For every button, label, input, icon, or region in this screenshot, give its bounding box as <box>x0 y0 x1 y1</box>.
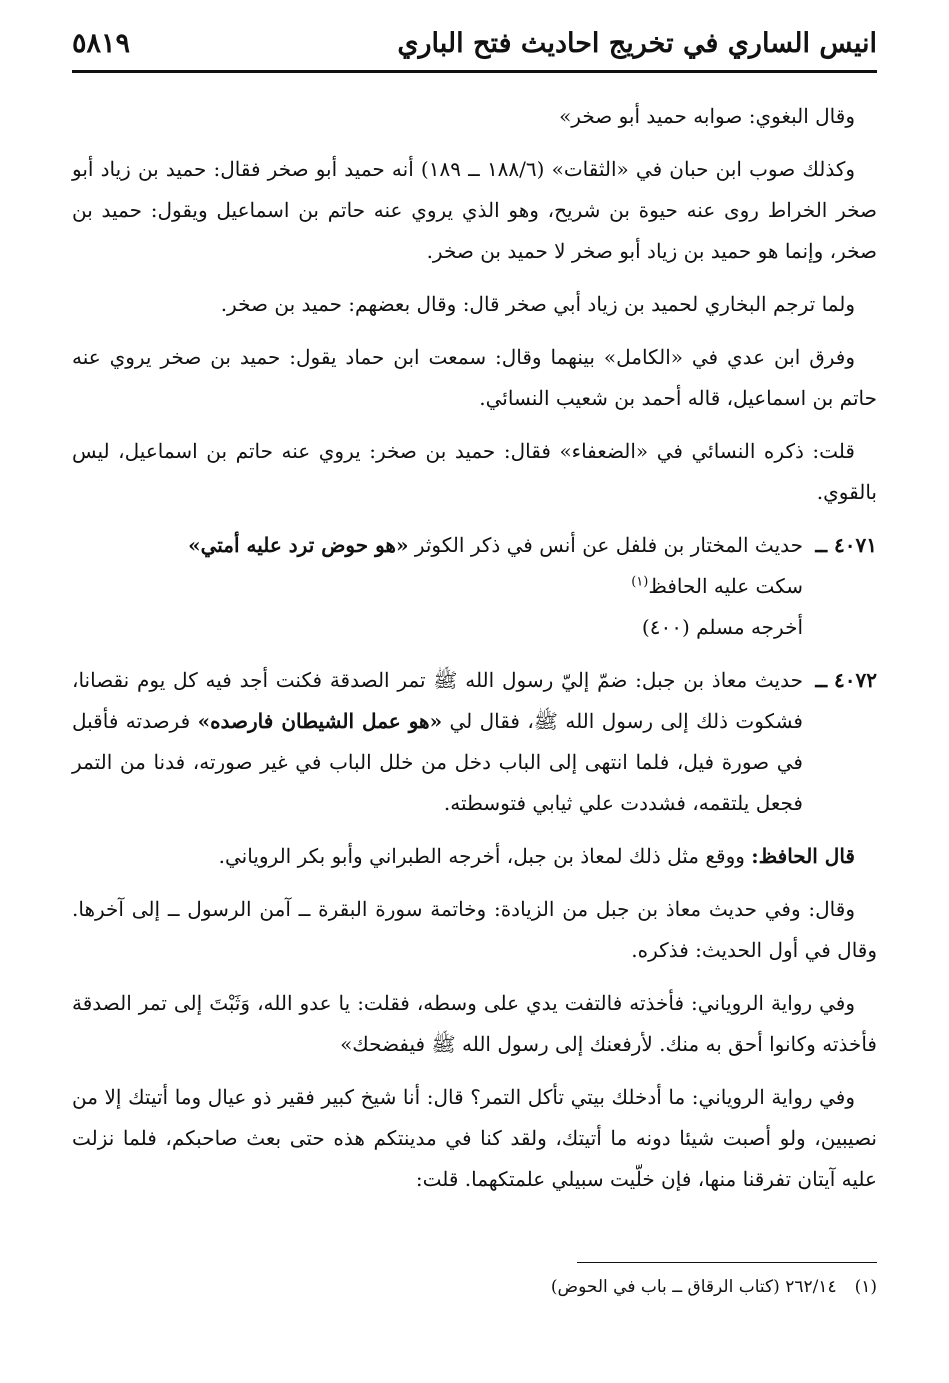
paragraph-bukhari: ولما ترجم البخاري لحميد بن زياد أبي صخر قال: وقال بعضهم: حميد بن صخر. <box>220 292 855 316</box>
hadith-source: أخرجه مسلم (٤٠٠) <box>641 615 803 639</box>
hadith-4071 <box>72 525 877 648</box>
footnote-text: ٢٦٢/١٤ (كتاب الرقاق ــ باب في الحوض) <box>550 1277 837 1297</box>
paragraph-hafiz <box>72 836 877 877</box>
footnote-ref[interactable]: (١) <box>631 574 649 590</box>
paragraph-ruyani-2: وفي رواية الروياني: ما أدخلك بيتي تأكل التمر؟ قال: أنا شيخ كبير فقير ذو عيال وما أتيتك إلا من نصيبين، ولو أصبت شيئا دونه ما أتيتك، ولقد كنا في مدينتكم هذه حتى بعث صاحبكم، فلما نزلت عليه آيتان تفرقنا منها، فإن خلّيت سبيلي علمتكهما. قلت: <box>72 1085 877 1191</box>
hafiz-text: ووقع مثل ذلك لمعاذ بن جبل، أخرجه الطبراني وأبو بكر الروياني. <box>218 844 752 868</box>
paragraph-baghawi: وقال البغوي: صوابه حميد أبو صخر» <box>559 104 855 128</box>
hadith-note <box>72 566 803 607</box>
paragraph-ibn-adi: وفرق ابن عدي في «الكامل» بينهما وقال: سمعت ابن حماد يقول: حميد بن صخر يروي عنه حاتم بن اسماعيل، قاله أحمد بن شعيب النسائي. <box>72 345 877 410</box>
running-title: انيس الساري في تخريج احاديث فتح الباري <box>397 28 877 59</box>
hadith-text: حديث معاذ بن جبل: ضمّ إليّ رسول الله ﷺ تمر الصدقة فكنت أجد فيه كل يوم نقصانا، فشكوت ذلك إلى رسول الله ﷺ، فقال لي <box>72 668 803 733</box>
page-number: ٥٨١٩ <box>72 28 131 59</box>
hadith-text-continued: فرصدته فأقبل في صورة فيل، فلما انتهى إلى الباب دخل من خلل الباب في غير صورته، فدنا من التمر فجعل يلتقمه، فشددت علي ثيابي فتوسطته. <box>72 709 803 815</box>
hadith-line <box>72 525 803 566</box>
hadith-number: ٤٠٧١ ــ <box>815 533 877 557</box>
hadith-text: حديث المختار بن فلفل عن أنس في ذكر الكوثر <box>408 533 803 557</box>
hadith-text-block <box>72 660 803 824</box>
hadith-4072 <box>72 660 877 824</box>
page-body <box>72 96 877 1212</box>
footnote-rule <box>577 1262 877 1263</box>
hadith-note-text: سكت عليه الحافظ <box>648 574 803 598</box>
footnote-number: (١) <box>854 1277 877 1297</box>
hadith-quote: «هو حوض ترد عليه أمتي» <box>188 533 409 557</box>
paragraph-nasai: قلت: ذكره النسائي في «الضعفاء» فقال: حميد بن صخر: يروي عنه حاتم بن اسماعيل، ليس بالقوي. <box>72 439 877 504</box>
header-rule <box>72 70 877 73</box>
paragraph-ruyani-1: وفي رواية الروياني: فأخذته فالتفت يدي على وسطه، فقلت: يا عدو الله، وَثَبْتَ إلى تمر الصدقة فأخذته وكانوا أحق به منك. لأرفعنك إلى رسول الله ﷺ فيفضحك» <box>72 991 877 1056</box>
footnote <box>72 1272 877 1302</box>
paragraph-ibn-hibban: وكذلك صوب ابن حبان في «الثقات» (١٨٨/٦ ــ ١٨٩) أنه حميد أبو صخر فقال: حميد بن زياد أبو صخر الخراط روى عنه حيوة بن شريح، وهو الذي يروي عنه حاتم بن اسماعيل ويقول: حميد بن صخر، وإنما هو حميد بن زياد أبو صخر لا حميد بن صخر. <box>72 157 877 263</box>
hafiz-label: قال الحافظ: <box>751 844 855 868</box>
paragraph-muadh-addition: وقال: وفي حديث معاذ بن جبل من الزيادة: وخاتمة سورة البقرة ــ آمن الرسول ــ إلى آخرها. وقال في أول الحديث: فذكره. <box>72 897 877 962</box>
hadith-quote: «هو عمل الشيطان فارصده» <box>197 709 443 733</box>
page-header <box>72 26 877 70</box>
hadith-number: ٤٠٧٢ ــ <box>815 668 877 692</box>
